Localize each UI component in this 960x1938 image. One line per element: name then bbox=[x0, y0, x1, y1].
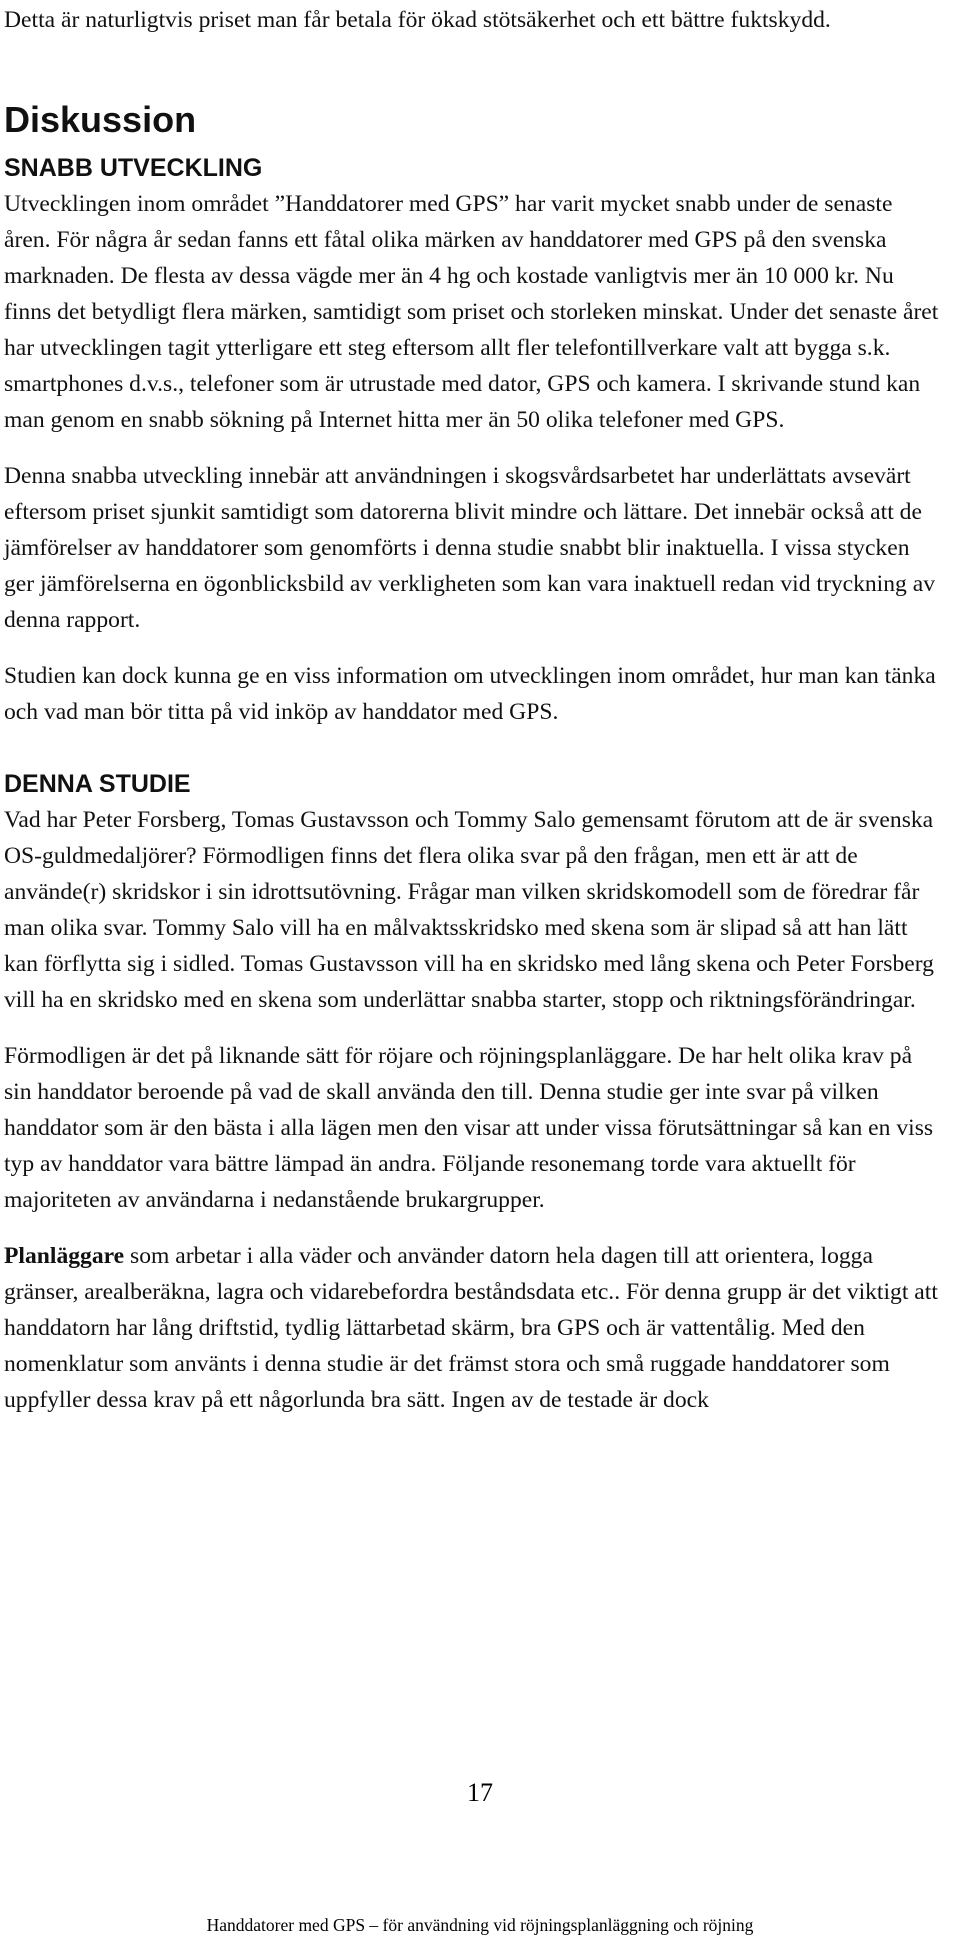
running-footer: Handdatorer med GPS – för användning vid röjningsplanläggning och röjning bbox=[206, 1915, 754, 1935]
page-number: 17 bbox=[467, 1778, 493, 1807]
paragraph-snabba-utveckling: Denna snabba utveckling innebär att användningen i skogsvårdsarbetet har underlättats avsevärt eftersom priset sjunkit samtidigt som datorerna blivit mindre och lättare. Det innebär också att de jämförelser av handdatorer som genomförts i denna studie snabbt blir inaktuella. I vissa stycken ger jämförelserna en ögonblicksbild av verkligheten som kan vara inaktuell redan vid tryckning av denna rapport. bbox=[4, 463, 935, 633]
planlaggare-term: Planläggare bbox=[4, 1243, 125, 1269]
paragraph-planlaggare bbox=[4, 1238, 940, 1418]
planlaggare-text: som arbetar i alla väder och använder datorn hela dagen till att orientera, logga gränser, arealberäkna, lagra och vidarebefordra beståndsdata etc.. För denna grupp är det viktigt att handdatorn har lång driftstid, tydlig lättarbetad skärm, bra GPS och är vattentålig. Med den nomenklatur som använts i denna studie är det främst stora och små ruggade handdatorer som uppfyller dessa krav på ett någorlunda bra sätt. Ingen av de testade är dock bbox=[4, 1243, 938, 1413]
paragraph-rojare: Förmodligen är det på liknande sätt för röjare och röjningsplanläggare. De har helt olika krav på sin handdator beroende på vad de skall använda den till. Denna studie ger inte svar på vilken handdator som är den bästa i alla lägen men den visar att under vissa förutsättningar så kan en viss typ av handdator vara bättre lämpad än andra. Följande resonemang torde vara aktuellt för majoriteten av användarna i nedanstående brukargrupper. bbox=[4, 1043, 934, 1213]
document-page bbox=[0, 2, 960, 1938]
paragraph-utveckling: Utvecklingen inom området ”Handdatorer med GPS” har varit mycket snabb under de senaste åren. För några år sedan fanns ett fåtal olika märken av handdatorer med GPS på den svenska marknaden. De flesta av dessa vägde mer än 4 hg och kostade vanligtvis mer än 10 000 kr. Nu finns det betydligt flera märken, samtidigt som priset och storleken minskat. Under det senaste året har utvecklingen tagit ytterligare ett steg eftersom allt fler telefontillverkare valt att bygga s.k. smartphones d.v.s., telefoner som är utrustade med dator, GPS och kamera. I skrivande stund kan man genom en snabb sökning på Internet hitta mer än 50 olika telefoner med GPS. bbox=[4, 191, 939, 433]
subheading-denna-studie: DENNA STUDIE bbox=[4, 770, 191, 798]
intro-paragraph: Detta är naturligtvis priset man får betala för ökad stötsäkerhet och ett bättre fuktskydd. bbox=[4, 7, 831, 33]
section-heading-diskussion: Diskussion bbox=[4, 99, 197, 140]
subheading-snabb-utveckling: SNABB UTVECKLING bbox=[4, 154, 263, 182]
paragraph-skridskor: Vad har Peter Forsberg, Tomas Gustavsson och Tommy Salo gemensamt förutom att de är svenska OS-guldmedaljörer? Förmodligen finns det flera olika svar på den frågan, men ett är att de använde(r) skridskor i sin idrottsutövning. Frågar man vilken skridskomodell som de föredrar får man olika svar. Tommy Salo vill ha en målvaktsskridsko med skena som är slipad så att han lätt kan förflytta sig i sidled. Tomas Gustavsson vill ha en skridsko med lång skena och Peter Forsberg vill ha en skridsko med en skena som underlättar snabba starter, stopp och riktningsförändringar. bbox=[4, 807, 934, 1013]
paragraph-studien: Studien kan dock kunna ge en viss information om utvecklingen inom området, hur man kan tänka och vad man bör titta på vid inköp av handdator med GPS. bbox=[4, 663, 936, 725]
